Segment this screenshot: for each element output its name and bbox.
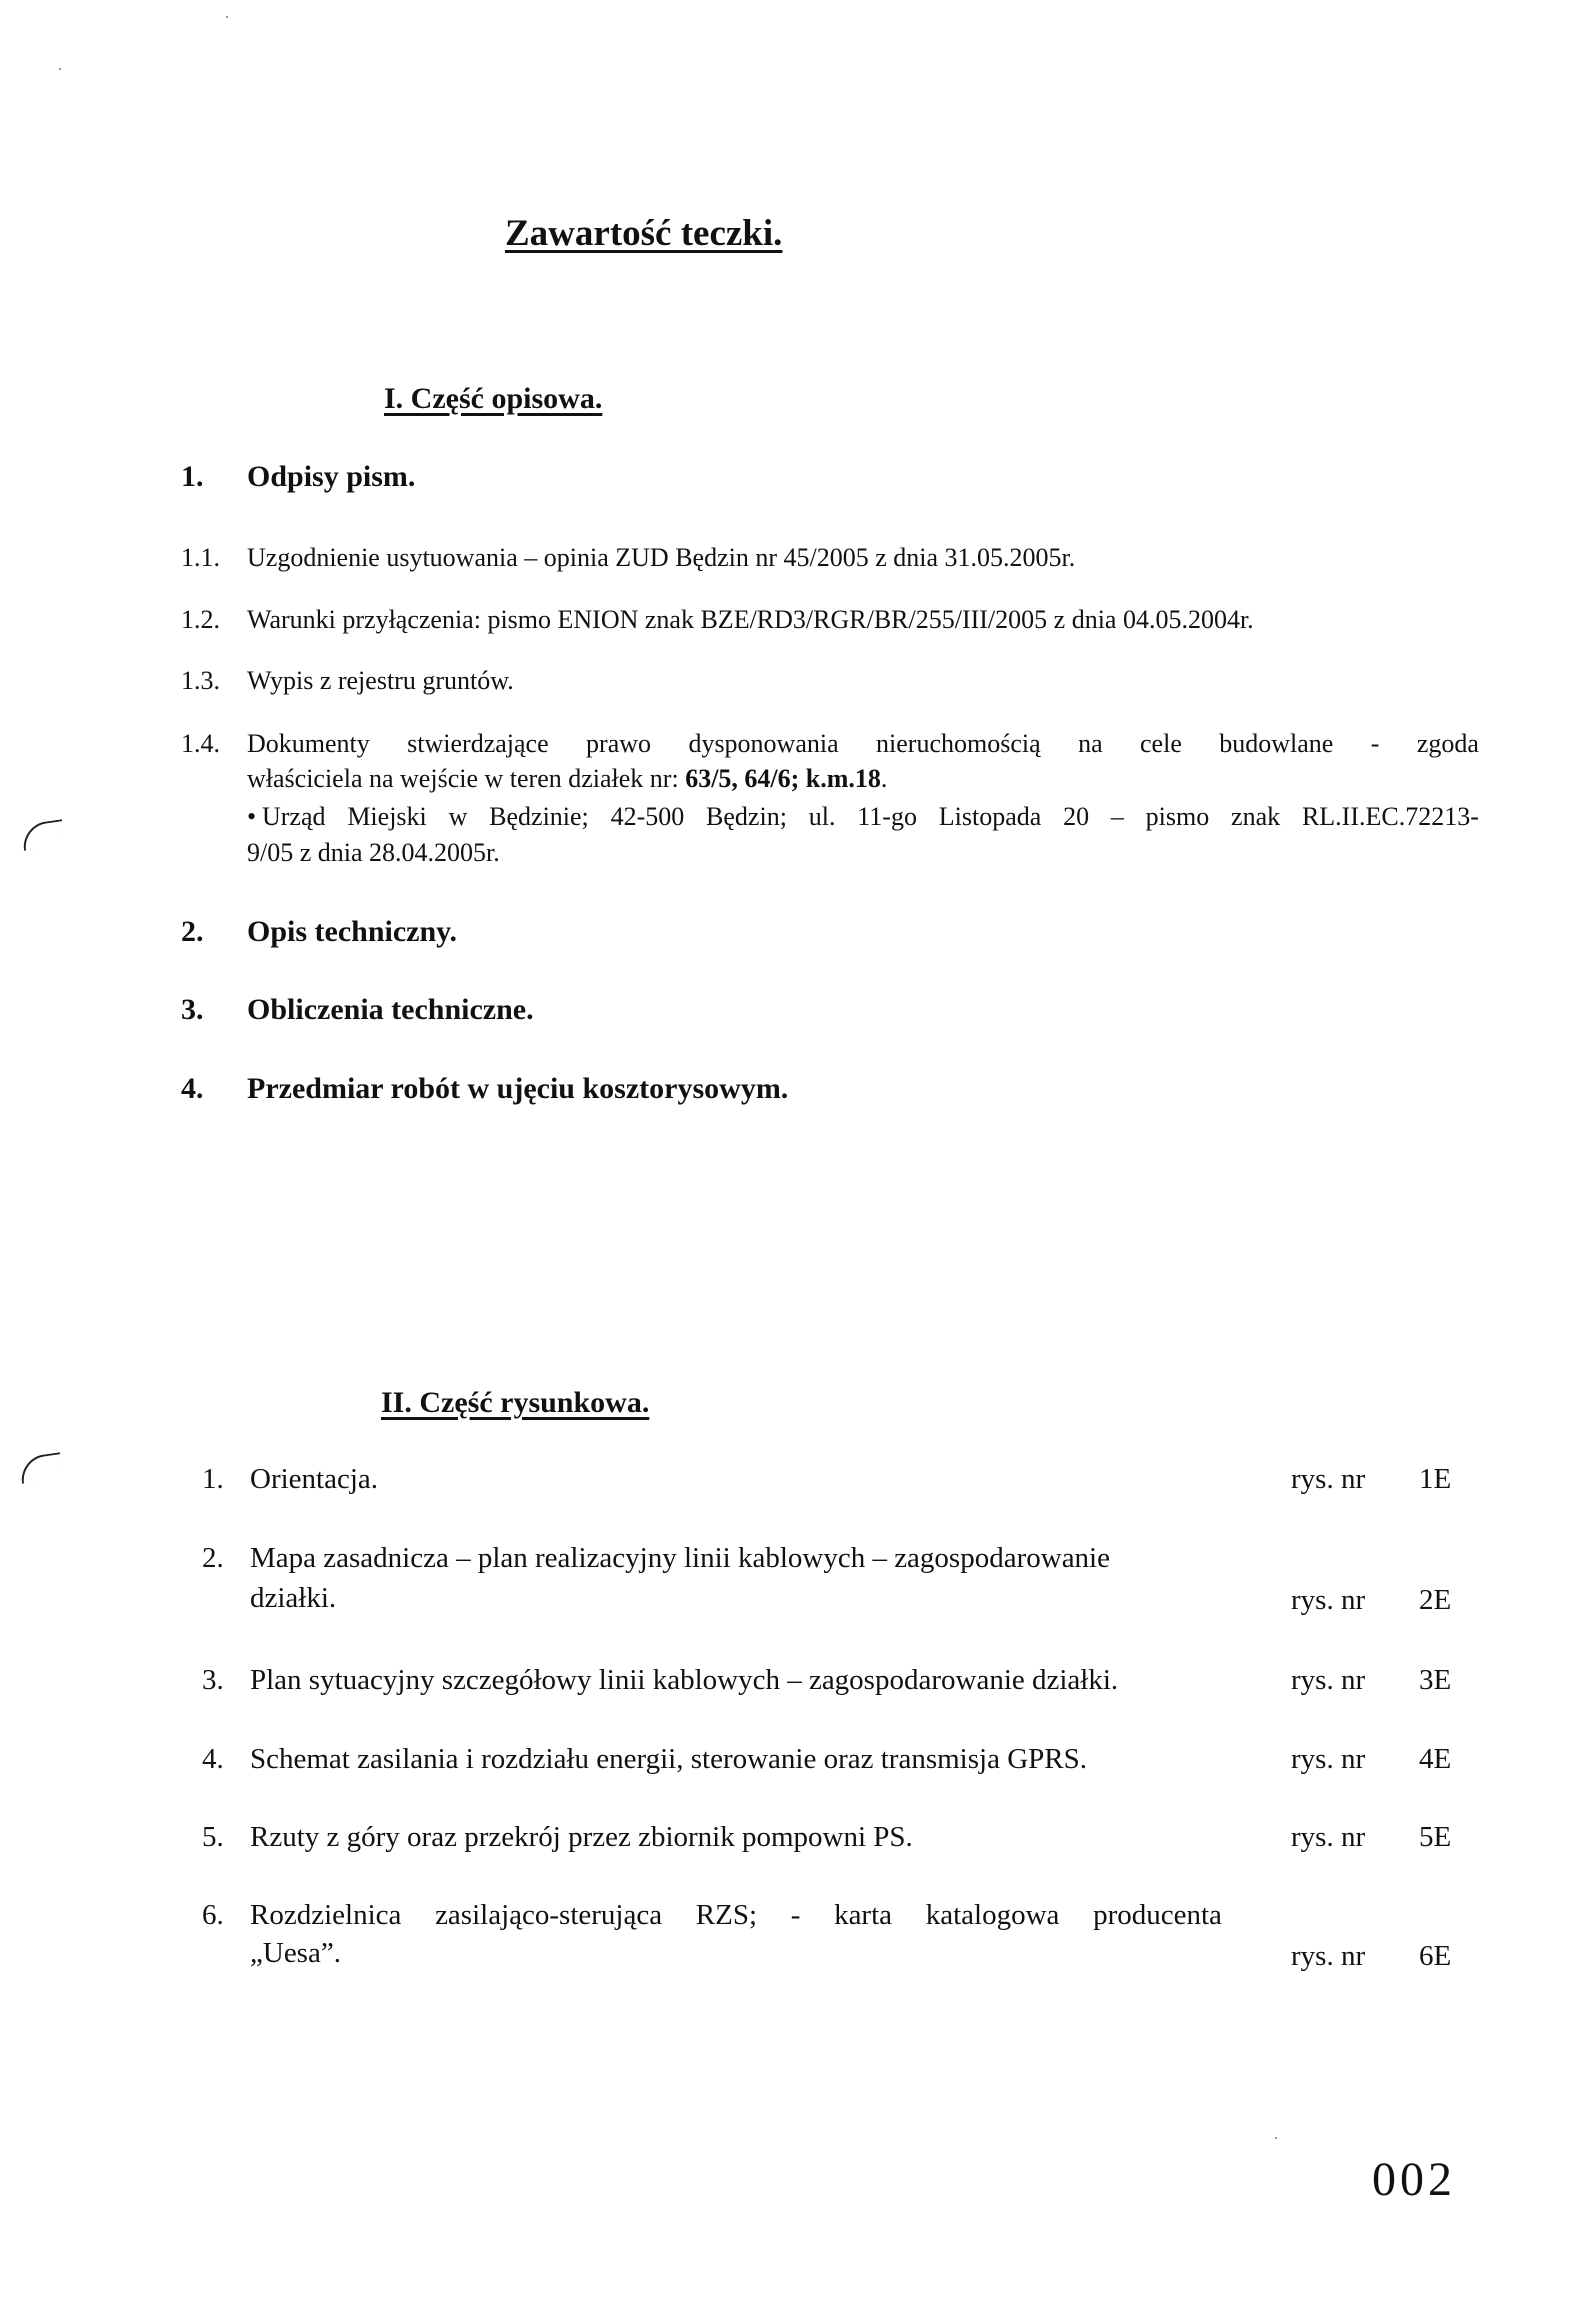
drawing-5-code: 5E — [1419, 1821, 1452, 1853]
word: Listopada — [938, 802, 1042, 831]
word: pismo — [1145, 802, 1210, 831]
drawing-5-number: 5. — [202, 1821, 224, 1853]
drawing-4-ref: rys. nr — [1291, 1743, 1366, 1775]
word: RZS; — [695, 1899, 758, 1931]
word: 20 — [1063, 802, 1090, 831]
parcel-numbers: 63/5, 64/6; k.m.18 — [685, 764, 881, 793]
word: - — [790, 1899, 801, 1931]
drawing-1-title: Orientacja. — [250, 1463, 379, 1495]
subitem-1-1-number: 1.1. — [181, 543, 220, 572]
item-4-number: 4. — [181, 1072, 204, 1105]
parcel-text: właściciela na wejście w teren działek nr: — [247, 764, 686, 793]
word: dysponowania — [688, 729, 839, 758]
page-number: 002 — [1372, 2153, 1456, 2206]
word: - — [1370, 729, 1380, 758]
drawing-2-ref: rys. nr — [1291, 1584, 1366, 1616]
word: katalogowa — [925, 1899, 1060, 1931]
drawing-2-title-line-2: działki. — [250, 1582, 337, 1614]
drawing-1-ref: rys. nr — [1291, 1463, 1366, 1495]
subitem-1-2-number: 1.2. — [181, 605, 220, 634]
subitem-1-2-text: Warunki przyłączenia: pismo ENION znak BZE/RD3/RGR/BR/255/III/2005 z dnia 04.05.2004r. — [247, 605, 1254, 634]
word: ul. — [808, 802, 836, 831]
word: – — [1110, 802, 1124, 831]
word: cele — [1140, 729, 1182, 758]
word: w — [448, 802, 468, 831]
word: Urząd — [262, 802, 326, 831]
drawing-5-ref: rys. nr — [1291, 1821, 1366, 1853]
item-2-label: Opis techniczny. — [247, 915, 458, 948]
document-title: Zawartość teczki. — [505, 213, 783, 254]
item-4-label: Przedmiar robót w ujęciu kosztorysowym. — [247, 1072, 789, 1105]
drawing-4-number: 4. — [202, 1743, 224, 1775]
bullet-line-1 — [262, 802, 1479, 832]
margin-hole-mark — [18, 1452, 63, 1484]
word: znak — [1231, 802, 1281, 831]
drawing-3-code: 3E — [1419, 1664, 1452, 1696]
item-1-label: Odpisy pism. — [247, 460, 416, 493]
section-2-heading: II. Część rysunkowa. — [381, 1386, 650, 1419]
item-3-label: Obliczenia techniczne. — [247, 993, 534, 1026]
drawing-2-code: 2E — [1419, 1584, 1452, 1616]
section-1-heading: I. Część opisowa. — [384, 382, 603, 415]
word: Dokumenty — [247, 729, 370, 758]
subitem-1-3-text: Wypis z rejestru gruntów. — [247, 666, 514, 695]
parcel-suffix: . — [880, 764, 888, 793]
drawing-6-code: 6E — [1419, 1940, 1452, 1972]
word: karta — [834, 1899, 893, 1931]
drawing-6-title-line-1 — [250, 1899, 1222, 1932]
drawing-4-title: Schemat zasilania i rozdziału energii, sterowanie oraz transmisja GPRS. — [250, 1743, 1087, 1775]
word: 11-go — [857, 802, 917, 831]
subitem-1-4-line-1 — [247, 729, 1479, 759]
scan-speck — [1275, 2137, 1277, 2139]
word: budowlane — [1219, 729, 1334, 758]
drawing-3-number: 3. — [202, 1664, 224, 1696]
drawing-6-number: 6. — [202, 1899, 224, 1931]
bullet-line-2: 9/05 z dnia 28.04.2005r. — [247, 838, 500, 867]
drawing-4-code: 4E — [1419, 1743, 1452, 1775]
bullet-icon: • — [247, 802, 257, 831]
word: na — [1078, 729, 1103, 758]
word: RL.II.EC.72213- — [1301, 802, 1479, 831]
word: prawo — [586, 729, 652, 758]
word: Miejski — [347, 802, 427, 831]
word: stwierdzające — [407, 729, 549, 758]
margin-hole-mark — [20, 819, 65, 851]
drawing-3-ref: rys. nr — [1291, 1664, 1366, 1696]
word: Będzinie; — [489, 802, 589, 831]
scan-speck — [59, 68, 61, 70]
word: nieruchomością — [876, 729, 1041, 758]
subitem-1-1-text: Uzgodnienie usytuowania – opinia ZUD Będzin nr 45/2005 z dnia 31.05.2005r. — [247, 543, 1076, 572]
subitem-1-4-line-2 — [247, 764, 887, 794]
item-3-number: 3. — [181, 993, 204, 1026]
drawing-6-title-line-2: „Uesa”. — [250, 1937, 341, 1969]
word: producenta — [1093, 1899, 1222, 1931]
word: 42-500 — [610, 802, 685, 831]
word: zgoda — [1416, 729, 1479, 758]
item-1-number: 1. — [181, 460, 204, 493]
scan-speck — [226, 16, 228, 18]
drawing-1-number: 1. — [202, 1463, 224, 1495]
drawing-1-code: 1E — [1419, 1463, 1452, 1495]
item-2-number: 2. — [181, 915, 204, 948]
drawing-2-number: 2. — [202, 1542, 224, 1574]
word: Rozdzielnica — [250, 1899, 402, 1931]
drawing-6-ref: rys. nr — [1291, 1940, 1366, 1972]
subitem-1-3-number: 1.3. — [181, 666, 220, 695]
drawing-3-title: Plan sytuacyjny szczegółowy linii kablowych – zagospodarowanie działki. — [250, 1664, 1119, 1696]
drawing-5-title: Rzuty z góry oraz przekrój przez zbiornik pompowni PS. — [250, 1821, 913, 1853]
word: Będzin; — [706, 802, 787, 831]
drawing-2-title-line-1: Mapa zasadnicza – plan realizacyjny linii kablowych – zagospodarowanie — [250, 1542, 1110, 1574]
word: zasilająco-sterująca — [435, 1899, 663, 1931]
subitem-1-4-number: 1.4. — [181, 729, 220, 758]
